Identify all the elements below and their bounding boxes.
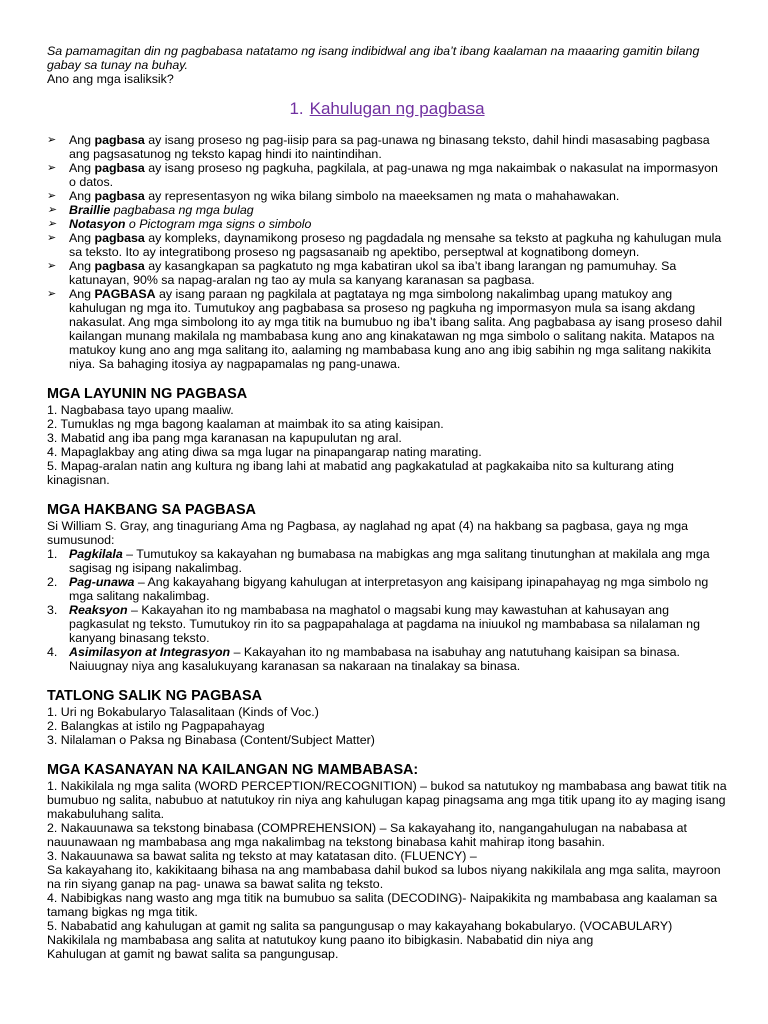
bullet-text: ay representasyon ng wika bilang simbolo na maeeksamen ng mata o mahahawakan.	[144, 189, 620, 203]
step-term: Asimilasyon at Integrasyon	[69, 645, 231, 659]
hakbang-intro: Si William S. Gray, ang tinaguriang Ama ng Pagbasa, ay naglahad ng apat (4) na hakbang sa pagbasa, gaya ng mga sumusunod:	[47, 519, 689, 547]
layunin-list	[47, 403, 727, 487]
document-page	[47, 44, 727, 961]
bullet-keyword: PAGBASA	[94, 287, 156, 301]
layunin-heading: MGA LAYUNIN NG PAGBASA	[47, 386, 248, 402]
section-title	[47, 99, 727, 119]
section-title-text: Kahulugan ng pagbasa	[309, 99, 485, 118]
bullet-item	[47, 203, 727, 217]
list-item: 1. Nagbabasa tayo upang maaliw.	[47, 403, 234, 417]
bullet-keyword: pagbasa	[94, 161, 145, 175]
bullet-arrow-icon: ➢	[47, 260, 57, 272]
step-number: 4.	[47, 645, 58, 659]
step-description: – Tumutukoy sa kakayahan ng bumabasa na mabigkas ang mga salitang tinutunghan at makilala ang mga sagisag ng isipang nakalimbag.	[69, 547, 710, 575]
salik-heading: TATLONG SALIK NG PAGBASA	[47, 688, 263, 704]
bullet-arrow-icon: ➢	[47, 204, 57, 216]
intro-question: Ano ang mga isaliksik?	[47, 72, 174, 86]
list-item: Sa kakayahang ito, kakikitaang bihasa na ang mambabasa dahil bukod sa lubos niyang nakikilala ang mga salita, mayroon na rin siyang ganap na pag- unawa sa bawat salita ng teksto.	[47, 863, 721, 891]
hakbang-heading: MGA HAKBANG SA PAGBASA	[47, 502, 256, 518]
list-item: 2. Nakauunawa sa tekstong binabasa (COMPREHENSION) – Sa kakayahang ito, nangangahulugan na nababasa at nauunawaan ng mambabasa ang mga nakalimbag na tekstong binabasa kahit mahirap itong basahin.	[47, 821, 687, 849]
hakbang-steps	[47, 547, 727, 673]
list-item: 3. Nilalaman o Paksa ng Binabasa (Content/Subject Matter)	[47, 733, 375, 747]
list-item: 2. Tumuklas ng mga bagong kaalaman at maimbak ito sa ating kaisipan.	[47, 417, 444, 431]
bullet-keyword: pagbasa	[94, 259, 145, 273]
bullet-text-lead: Ang	[69, 161, 95, 175]
bullet-text: ay kompleks, daynamikong proseso ng pagdadala ng mensahe sa teksto at pagkuha ng kahulugan mula sa teksto. Ito ay integratibong proseso ng pagsasanaib ng apektibo, perseptwal at kognatibong domeyn.	[69, 231, 722, 259]
bullet-arrow-icon: ➢	[47, 190, 57, 202]
list-item: Kahulugan at gamit ng bawat salita sa pangungusap.	[47, 947, 339, 961]
bullet-text-lead: Ang	[69, 189, 95, 203]
bullet-item	[47, 189, 727, 203]
step-term: Pagkilala	[69, 547, 123, 561]
step-description: – Kakayahan ito ng mambabasa na isabuhay ang natutuhang kaisipan sa binasa. Naiuugnay niya ang kasalukuyang karanasan sa nakaraan na tinalakay sa binasa.	[69, 645, 680, 673]
bullet-keyword: Notasyon	[69, 217, 126, 231]
definition-list	[47, 133, 727, 371]
bullet-keyword: pagbasa	[94, 231, 145, 245]
bullet-text: ay isang paraan ng pagkilala at pagtataya ng mga simbolong nakalimbag upang matukoy ang kahulugan ng mga ito. Tumutukoy ang pagbabasa sa proseso ng pagkuha ng impormasyon mula sa isang akdang nakasulat. Ang mga simbolong ito ay mga titik na bumubuo ng iba’t ibang salita. Ang pagbabasa ay isang proseso dahil kailangan munang makilala ng mambabasa kung ano ang kinakatawan ng mga simbolo o salitang nakita. Matapos na matukoy kung ano ang mga salitang ito, aalaming ng mambabasa kung ano ang ibig sabihin ng mga salitang nakikita niya. Sa bahaging itosiya ay nagpapamalas ng pang-unawa.	[69, 287, 723, 371]
bullet-item	[47, 259, 727, 287]
list-item: 2. Balangkas at istilo ng Pagpapahayag	[47, 719, 265, 733]
list-item	[47, 603, 727, 645]
list-item: 1. Uri ng Bokabularyo Talasalitaan (Kinds of Voc.)	[47, 705, 319, 719]
step-description: – Ang kakayahang bigyang kahulugan at interpretasyon ang kaisipang ipinapahayag ng mga simbolo ng mga salitang nakalimbag.	[69, 575, 709, 603]
list-item: 3. Nakauunawa sa bawat salita ng teksto at may katatasan dito. (FLUENCY) –	[47, 849, 477, 863]
bullet-arrow-icon: ➢	[47, 288, 57, 300]
bullet-arrow-icon: ➢	[47, 232, 57, 244]
list-item: 5. Mapag-aralan natin ang kultura ng ibang lahi at mabatid ang pagkakatulad at pagkakaiba nito sa kulturang ating kinagisnan.	[47, 459, 674, 487]
bullet-item	[47, 133, 727, 161]
bullet-keyword: Braillie	[69, 203, 111, 217]
bullet-text: pagbabasa ng mga bulag	[110, 203, 254, 217]
bullet-keyword: pagbasa	[94, 133, 145, 147]
bullet-arrow-icon: ➢	[47, 162, 57, 174]
bullet-item	[47, 161, 727, 189]
step-number: 2.	[47, 575, 58, 589]
bullet-item	[47, 217, 727, 231]
list-item: 4. Mapaglakbay ang ating diwa sa mga lugar na pinapangarap nating marating.	[47, 445, 482, 459]
step-description: – Kakayahan ito ng mambabasa na maghatol o magsabi kung may kawastuhan at kahusayan ang pagkasulat ng teksto. Tumutukoy rin ito sa pagpapahalaga at pagdama na iniuukol ng mambabasa sa nilalaman ng kanyang binasang teksto.	[69, 603, 700, 645]
step-term: Reaksyon	[69, 603, 128, 617]
bullet-arrow-icon: ➢	[47, 134, 57, 146]
step-number: 1.	[47, 547, 58, 561]
bullet-item	[47, 287, 727, 371]
step-number: 3.	[47, 603, 58, 617]
bullet-arrow-icon: ➢	[47, 218, 57, 230]
bullet-text-lead: Ang	[69, 287, 95, 301]
list-item: 3. Mabatid ang iba pang mga karanasan na kapupulutan ng aral.	[47, 431, 402, 445]
list-item: 5. Nababatid ang kahulugan at gamit ng salita sa pangungusap o may kakayahang bokabularyo. (VOCABULARY)	[47, 919, 673, 933]
intro-sentence: Sa pamamagitan din ng pagbabasa natatamo ng isang indibidwal ang iba’t ibang kaalaman na maaaring gamitin bilang gabay sa tunay na buhay.	[47, 44, 700, 72]
bullet-text-lead: Ang	[69, 231, 95, 245]
bullet-item	[47, 231, 727, 259]
bullet-text: ay isang proseso ng pagkuha, pagkilala, at pag-unawa ng mga nakaimbak o nakasulat na impormasyon o datos.	[69, 161, 718, 189]
list-item: 1. Nakikilala ng mga salita (WORD PERCEPTION/RECOGNITION) – bukod sa natutukoy ng mambabasa ang bawat titik na bumubuo ng salita, nabubuo at natutukoy rin niya ang kahulugan kapag pinagsama ang mga titik upang ito ay maging isang makabuluhang salita.	[47, 779, 727, 821]
bullet-text: o Pictogram mga signs o simbolo	[125, 217, 312, 231]
list-item: 4. Nabibigkas nang wasto ang mga titik na bumubuo sa salita (DECODING)- Naipakikita ng mambabasa ang kaalaman sa tamang bigkas ng mga titik.	[47, 891, 718, 919]
bullet-text-lead: Ang	[69, 133, 95, 147]
step-term: Pag-unawa	[69, 575, 135, 589]
list-item	[47, 575, 727, 603]
salik-list	[47, 705, 727, 747]
list-item	[47, 547, 727, 575]
bullet-keyword: pagbasa	[94, 189, 145, 203]
bullet-text-lead: Ang	[69, 259, 95, 273]
kasanayan-list	[47, 779, 727, 961]
section-title-number: 1.	[289, 99, 304, 118]
list-item: Nakikilala ng mambabasa ang salita at natutukoy kung paano ito bibigkasin. Nababatid din niya ang	[47, 933, 594, 947]
kasanayan-heading: MGA KASANAYAN NA KAILANGAN NG MAMBABASA:	[47, 762, 419, 778]
list-item	[47, 645, 727, 673]
bullet-text: ay kasangkapan sa pagkatuto ng mga kabatiran ukol sa iba’t ibang larangan ng pamumuhay. Sa katunayan, 90% sa napag-aralan ng tao ay mula sa kanyang karanasan sa pagbasa.	[69, 259, 677, 287]
bullet-text: ay isang proseso ng pag-iisip para sa pag-unawa ng binasang teksto, dahil hindi masasabing pagbasa ang pagsasatunog ng teksto kapag hindi ito naintindihan.	[69, 133, 710, 161]
